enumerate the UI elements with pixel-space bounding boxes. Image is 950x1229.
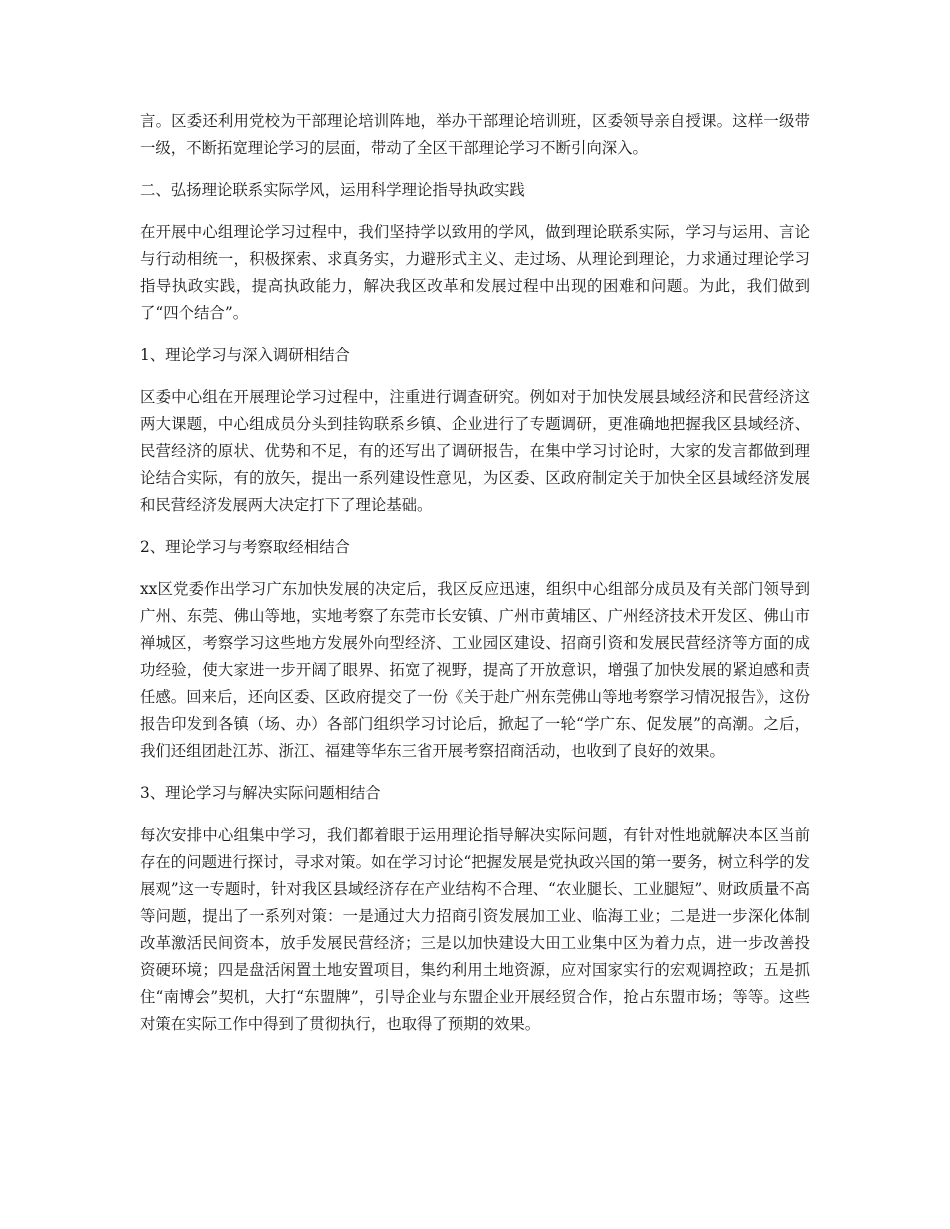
document-page (140, 108, 810, 1053)
subheading-2: 2、理论学习与考察取经相结合 (140, 538, 350, 556)
paragraph-problem-solving: 每次安排中心组集中学习，我们都着眼于运用理论指导解决实际问题，有针对性地就解决本区当前存在的问题进行探讨，寻求对策。如在学习讨论“把握发展是党执政兴国的第一要务，树立科学的发展观”这一专题时，针对我区县域经济存在产业结构不合理、“农业腿长、工业腿短”、财政质量不高等问题，提出了一系列对策：一是通过大力招商引资发展加工业、临海工业；二是进一步深化体制改革激活民间资本，放手发展民营经济；三是以加快建设大田工业集中区为着力点，进一步改善投资硬环境；四是盘活闲置土地安置项目，集约利用土地资源，应对国家实行的宏观调控政；五是抓住“南博会”契机，大打“东盟牌”，引导企业与东盟企业开展经贸合作，抢占东盟市场；等等。这些对策在实际工作中得到了贯彻执行，也取得了预期的效果。 (140, 826, 811, 1033)
section-heading-2: 二、弘扬理论联系实际学风，运用科学理论指导执政实践 (140, 181, 525, 199)
paragraph-research: 区委中心组在开展理论学习过程中，注重进行调查研究。例如对于加快发展县域经济和民营经济这两大课题，中心组成员分头到挂钩联系乡镇、企业进行了专题调研，更准确地把握我区县域经济、民营经济的原状、优势和不足，有的还写出了调研报告，在集中学习讨论时，大家的发言都做到理论结合实际，有的放矢，提出一系列建设性意见，为区委、区政府制定关于加快全区县域经济发展和民营经济发展两大决定打下了理论基础。 (140, 388, 810, 514)
paragraph-inspection: xx区党委作出学习广东加快发展的决定后，我区反应迅速，组织中心组部分成员及有关部门领导到广州、东莞、佛山等地，实地考察了东莞市长安镇、广州市黄埔区、广州经济技术开发区、佛山市禅城区，考察学习这些地方发展外向型经济、工业园区建设、招商引资和发展民营经济等方面的成功经验，使大家进一步开阔了眼界、拓宽了视野，提高了开放意识，增强了加快发展的紧迫感和责任感。回来后，还向区委、区政府提交了一份《关于赴广州东莞佛山等地考察学习情况报告》，这份报告印发到各镇（场、办）各部门组织学习讨论后，掀起了一轮“学广东、促发展”的高潮。之后，我们还组团赴江苏、浙江、福建等华东三省开展考察招商活动，也收到了良好的效果。 (140, 580, 810, 760)
paragraph-intro-continuation: 言。区委还利用党校为干部理论培训阵地，举办干部理论培训班，区委领导亲自授课。这样一级带一级，不断拓宽理论学习的层面，带动了全区干部理论学习不断引向深入。 (140, 112, 810, 157)
paragraph-section-2-intro: 在开展中心组理论学习过程中，我们坚持学以致用的学风，做到理论联系实际，学习与运用、言论与行动相统一，积极探索、求真务实，力避形式主义、走过场、从理论到理论，力求通过理论学习指导执政实践，提高执政能力，解决我区改革和发展过程中出现的困难和问题。为此，我们做到了“四个结合”。 (140, 223, 810, 322)
subheading-1: 1、理论学习与深入调研相结合 (140, 346, 350, 364)
subheading-3: 3、理论学习与解决实际问题相结合 (140, 784, 381, 802)
